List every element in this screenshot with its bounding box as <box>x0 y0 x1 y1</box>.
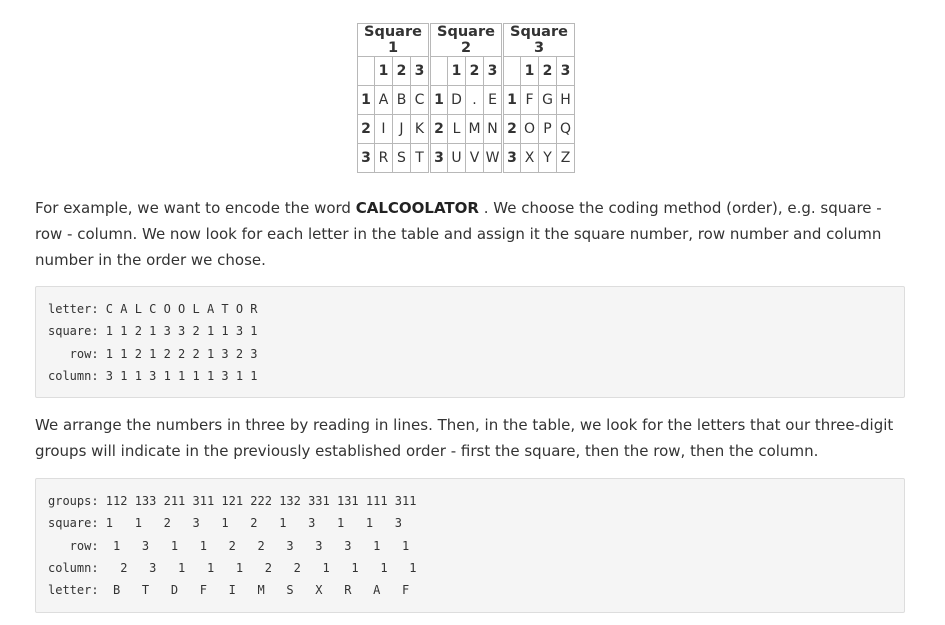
letter-cell: R <box>375 144 393 173</box>
letter-cell: O <box>521 115 539 144</box>
row-number: 3 <box>503 144 521 173</box>
code-line-letter: letter: B T D F I M S X R A F <box>48 583 410 598</box>
letter-cell: J <box>393 115 411 144</box>
letter-cell: K <box>411 115 430 144</box>
row-number: 3 <box>430 144 448 173</box>
code-line-column: column: 3 1 1 3 1 1 1 1 3 1 1 <box>48 368 258 383</box>
row-number: 2 <box>503 115 521 144</box>
letter-cell: V <box>466 144 484 173</box>
arrangement-paragraph: We arrange the numbers in three by reading in lines. Then, in the table, we look for the letters that our three-digit groups will indicate in the previously established order - first the square, then the row, then the column. <box>35 416 894 460</box>
letter-cell: . <box>466 86 484 115</box>
paragraph-text: For example, we want to encode the word <box>35 199 356 217</box>
table-row <box>358 86 575 115</box>
table-header-row <box>358 24 575 57</box>
letter-cell: E <box>484 86 503 115</box>
row-number: 3 <box>358 144 375 173</box>
letter-cell: Y <box>539 144 557 173</box>
letter-cell: H <box>557 86 575 115</box>
table-row <box>358 115 575 144</box>
example-word: CALCOOLATOR <box>355 199 479 217</box>
letter-cell: D <box>448 86 466 115</box>
col-number: 1 <box>521 57 539 86</box>
col-number: 2 <box>539 57 557 86</box>
code-line-square: square: 1 1 2 1 3 3 2 1 1 3 1 <box>48 324 258 339</box>
letter-cell: M <box>466 115 484 144</box>
example-paragraph <box>35 195 910 273</box>
groups-code-block <box>35 478 905 613</box>
letter-cell: L <box>448 115 466 144</box>
row-number: 2 <box>358 115 375 144</box>
col-number: 2 <box>466 57 484 86</box>
paragraph-text: . We choose the coding method (order), e.g. square - row - column. We now look for each letter in the table and assign it the square number, row number and column number in the order we chose. <box>35 199 882 269</box>
table-row <box>358 144 575 173</box>
column-number-row <box>358 57 575 86</box>
letter-cell: S <box>393 144 411 173</box>
letter-cell: W <box>484 144 503 173</box>
square-2-header: Square 2 <box>430 24 503 57</box>
letter-cell: F <box>521 86 539 115</box>
code-line-row: row: 1 1 2 1 2 2 2 1 3 2 3 <box>48 346 258 361</box>
row-number: 1 <box>503 86 521 115</box>
col-number: 1 <box>448 57 466 86</box>
letter-cell: X <box>521 144 539 173</box>
letter-cell: T <box>411 144 430 173</box>
code-line-letter: letter: C A L C O O L A T O R <box>48 302 258 316</box>
row-number: 1 <box>358 86 375 115</box>
letter-cell: G <box>539 86 557 115</box>
letter-cell: Z <box>557 144 575 173</box>
square-1-header: Square 1 <box>358 24 430 57</box>
encoding-code-block <box>35 286 905 398</box>
code-line-row: row: 1 3 1 1 2 2 3 3 3 1 1 <box>48 538 410 553</box>
letter-cell: P <box>539 115 557 144</box>
square-3-header: Square 3 <box>503 24 575 57</box>
letter-cell: A <box>375 86 393 115</box>
col-number: 3 <box>411 57 430 86</box>
corner-cell <box>430 57 448 86</box>
code-line-column: column: 2 3 1 1 1 2 2 1 1 1 1 <box>48 560 417 575</box>
cipher-squares-table <box>357 23 575 173</box>
row-number: 2 <box>430 115 448 144</box>
letter-cell: Q <box>557 115 575 144</box>
col-number: 2 <box>393 57 411 86</box>
letter-cell: B <box>393 86 411 115</box>
letter-cell: U <box>448 144 466 173</box>
letter-cell: I <box>375 115 393 144</box>
col-number: 3 <box>557 57 575 86</box>
letter-cell: N <box>484 115 503 144</box>
code-line-groups: groups: 112 133 211 311 121 222 132 331 131 111 311 <box>48 494 417 508</box>
row-number: 1 <box>430 86 448 115</box>
corner-cell <box>358 57 375 86</box>
col-number: 3 <box>484 57 503 86</box>
corner-cell <box>503 57 521 86</box>
letter-cell: C <box>411 86 430 115</box>
code-line-square: square: 1 1 2 3 1 2 1 3 1 1 3 <box>48 516 403 531</box>
col-number: 1 <box>375 57 393 86</box>
